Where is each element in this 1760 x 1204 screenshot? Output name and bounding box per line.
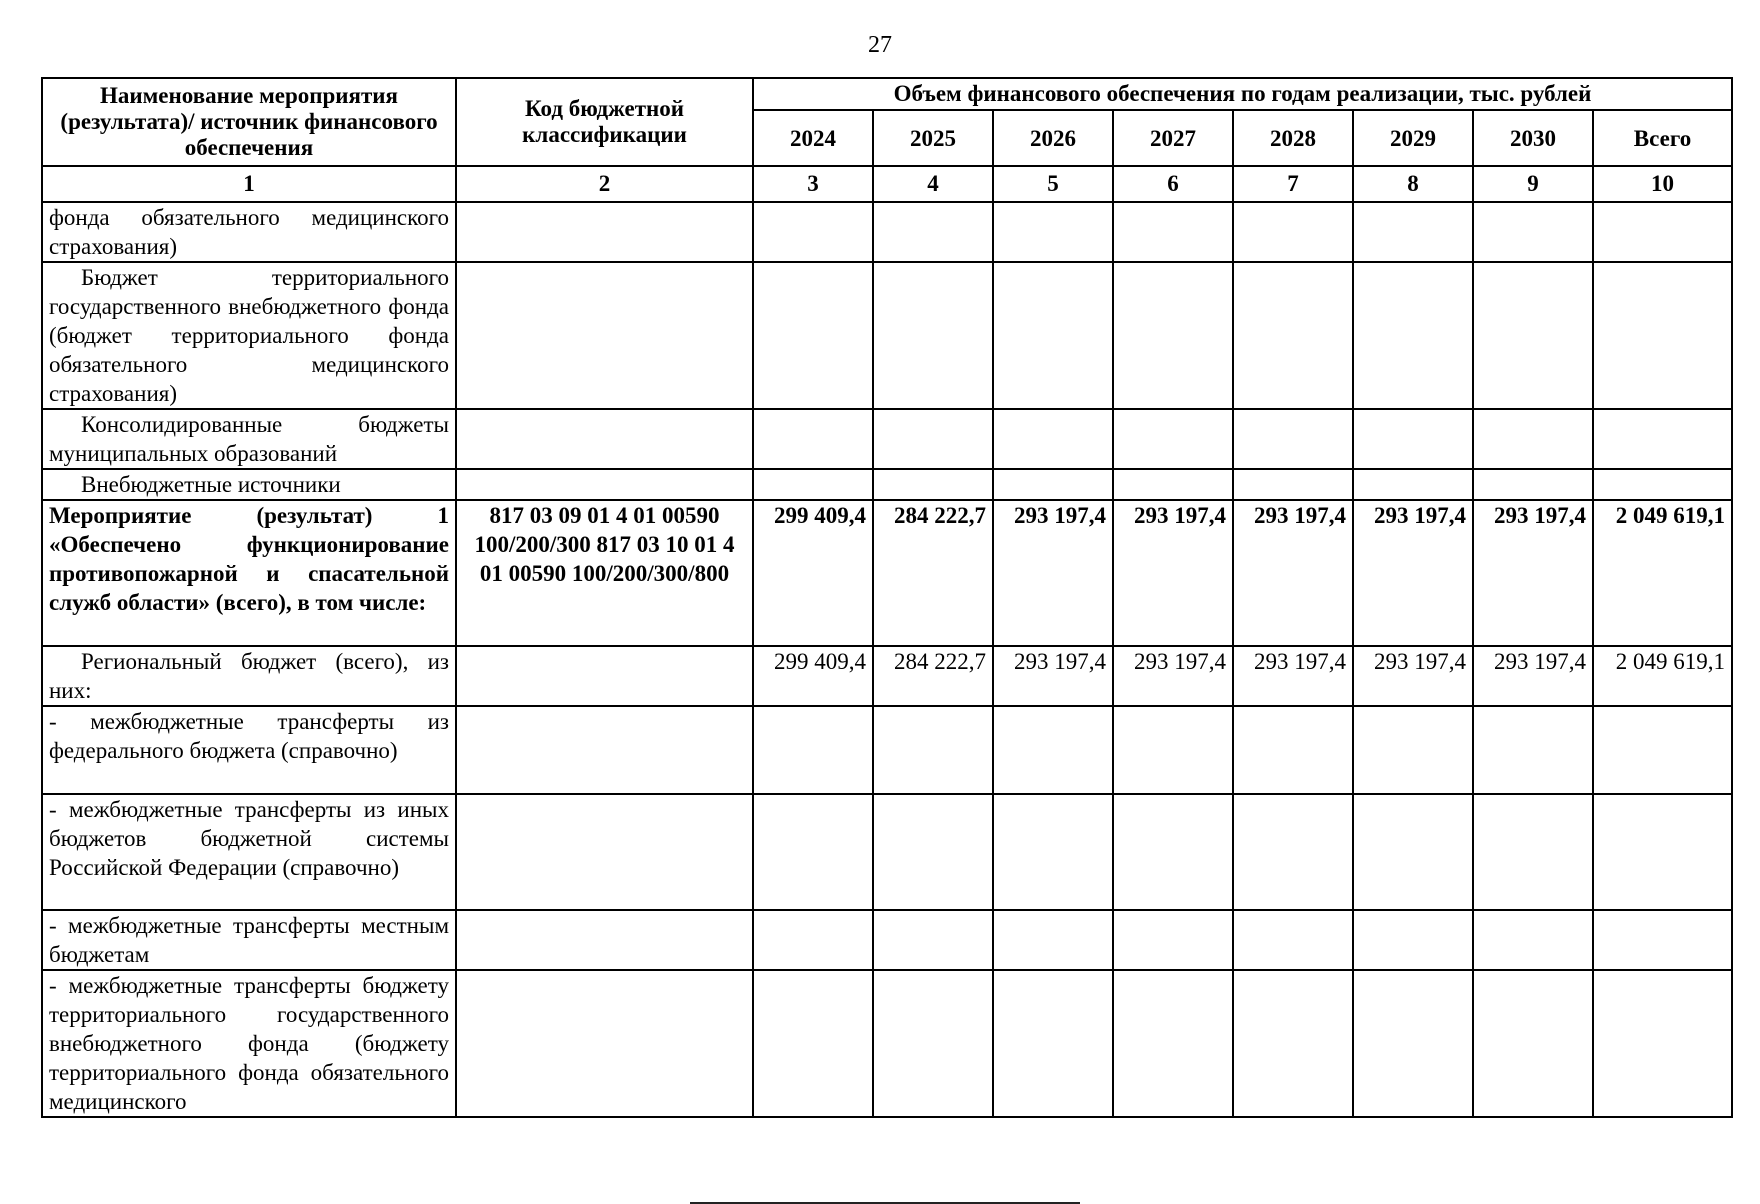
table-row <box>42 706 1732 794</box>
row-value <box>1113 910 1233 970</box>
row-total <box>1593 970 1732 1117</box>
row-value <box>1233 970 1353 1117</box>
column-index: 3 <box>753 166 873 202</box>
row-value: 293 197,4 <box>1233 646 1353 706</box>
row-value <box>993 910 1113 970</box>
row-value: 293 197,4 <box>993 500 1113 646</box>
table-row <box>42 409 1732 469</box>
row-value <box>1473 409 1593 469</box>
table-row <box>42 910 1732 970</box>
table-row <box>42 970 1732 1117</box>
row-name <box>42 500 456 646</box>
row-name-text: - межбюджетные трансферты местным бюджетам <box>49 913 449 967</box>
row-value <box>1353 910 1473 970</box>
row-value: 293 197,4 <box>1473 500 1593 646</box>
row-value <box>753 469 873 500</box>
row-value <box>1353 262 1473 409</box>
row-total: 2 049 619,1 <box>1593 500 1732 646</box>
row-value <box>1473 794 1593 910</box>
row-value <box>1113 706 1233 794</box>
row-value: 293 197,4 <box>1353 500 1473 646</box>
row-name-text: Региональный бюджет (всего), из них: <box>49 649 449 703</box>
row-total <box>1593 794 1732 910</box>
header-year: 2030 <box>1473 110 1593 166</box>
row-total: 2 049 619,1 <box>1593 646 1732 706</box>
table-row <box>42 469 1732 500</box>
table-body <box>42 202 1732 1117</box>
row-name-text: Внебюджетные источники <box>81 472 341 497</box>
row-value <box>753 910 873 970</box>
row-name-text: Бюджет территориального государственного внебюджетного фонда (бюджет территориального фонда обязательного медицинского страхования) <box>49 265 449 406</box>
row-code <box>456 794 753 910</box>
row-code <box>456 646 753 706</box>
header-year: 2029 <box>1353 110 1473 166</box>
column-index: 1 <box>42 166 456 202</box>
row-value <box>993 262 1113 409</box>
page-number: 27 <box>868 32 892 58</box>
financing-table <box>41 77 1733 1118</box>
row-value <box>1353 706 1473 794</box>
row-value <box>753 794 873 910</box>
row-value <box>1473 262 1593 409</box>
row-value <box>1353 202 1473 262</box>
row-name-text: - межбюджетные трансферты из федерального бюджета (справочно) <box>49 709 449 763</box>
row-code <box>456 706 753 794</box>
row-value <box>873 970 993 1117</box>
row-value <box>1233 910 1353 970</box>
row-total <box>1593 706 1732 794</box>
row-name-text: Консолидированные бюджеты муниципальных образований <box>49 412 449 466</box>
row-code <box>456 910 753 970</box>
header-year: 2028 <box>1233 110 1353 166</box>
table-row <box>42 202 1732 262</box>
row-code: 817 03 09 01 4 01 00590 100/200/300 817 03 10 01 4 01 00590 100/200/300/800 <box>456 500 753 646</box>
row-total <box>1593 409 1732 469</box>
row-value <box>1233 262 1353 409</box>
column-index: 8 <box>1353 166 1473 202</box>
header-volume: Объем финансового обеспечения по годам реализации, тыс. рублей <box>753 78 1732 110</box>
row-total <box>1593 910 1732 970</box>
row-value <box>873 409 993 469</box>
row-value: 293 197,4 <box>993 646 1113 706</box>
row-name <box>42 706 456 794</box>
row-name-text: - межбюджетные трансферты из иных бюджетов бюджетной системы Российской Федерации (справочно) <box>49 797 449 880</box>
row-value <box>1233 706 1353 794</box>
header-name: Наименование мероприятия (результата)/ источник финансового обеспечения <box>42 78 456 166</box>
row-value <box>873 706 993 794</box>
row-value <box>1473 469 1593 500</box>
row-value <box>993 202 1113 262</box>
row-value <box>1233 794 1353 910</box>
row-name-text: - межбюджетные трансферты бюджету территориального государственного внебюджетного фонда (бюджету территориального фонда обязательного медицинского <box>49 973 449 1114</box>
header-total: Всего <box>1593 110 1732 166</box>
table-row <box>42 794 1732 910</box>
row-value <box>1113 970 1233 1117</box>
row-value <box>873 202 993 262</box>
row-value <box>873 469 993 500</box>
row-value <box>1353 970 1473 1117</box>
row-value: 293 197,4 <box>1473 646 1593 706</box>
column-index: 2 <box>456 166 753 202</box>
row-value: 284 222,7 <box>873 500 993 646</box>
row-total <box>1593 469 1732 500</box>
row-total <box>1593 262 1732 409</box>
row-value <box>1233 202 1353 262</box>
row-value: 293 197,4 <box>1353 646 1473 706</box>
row-value: 293 197,4 <box>1233 500 1353 646</box>
row-value <box>993 794 1113 910</box>
row-value: 299 409,4 <box>753 500 873 646</box>
row-name <box>42 202 456 262</box>
row-value <box>753 409 873 469</box>
row-value <box>753 970 873 1117</box>
column-index: 7 <box>1233 166 1353 202</box>
row-name <box>42 970 456 1117</box>
row-value <box>1353 794 1473 910</box>
column-index: 6 <box>1113 166 1233 202</box>
row-value <box>753 202 873 262</box>
row-name <box>42 794 456 910</box>
table-row <box>42 646 1732 706</box>
row-value <box>993 469 1113 500</box>
row-value <box>753 262 873 409</box>
row-value <box>1473 910 1593 970</box>
column-index: 9 <box>1473 166 1593 202</box>
row-value <box>1113 469 1233 500</box>
row-value <box>1233 409 1353 469</box>
row-value <box>873 794 993 910</box>
column-index: 5 <box>993 166 1113 202</box>
row-value <box>1113 794 1233 910</box>
header-year: 2027 <box>1113 110 1233 166</box>
row-code <box>456 970 753 1117</box>
row-code <box>456 409 753 469</box>
row-value <box>993 970 1113 1117</box>
row-value: 293 197,4 <box>1113 646 1233 706</box>
row-value <box>1353 409 1473 469</box>
row-name-text: Мероприятие (результат) 1 «Обеспечено функционирование противопожарной и спасательной служб области» (всего), в том числе: <box>49 503 449 615</box>
row-name <box>42 469 456 500</box>
row-name <box>42 910 456 970</box>
row-code <box>456 469 753 500</box>
row-value <box>1113 202 1233 262</box>
row-value <box>1473 970 1593 1117</box>
row-value <box>1233 469 1353 500</box>
row-value <box>873 910 993 970</box>
row-value <box>1113 262 1233 409</box>
row-value <box>993 706 1113 794</box>
row-value: 293 197,4 <box>1113 500 1233 646</box>
row-name-text: фонда обязательного медицинского страхования) <box>49 205 449 259</box>
row-name <box>42 409 456 469</box>
row-value: 284 222,7 <box>873 646 993 706</box>
row-total <box>1593 202 1732 262</box>
header-year: 2025 <box>873 110 993 166</box>
row-value <box>1473 202 1593 262</box>
table-row <box>42 262 1732 409</box>
row-value <box>1113 409 1233 469</box>
column-index: 10 <box>1593 166 1732 202</box>
column-index: 4 <box>873 166 993 202</box>
header-year: 2024 <box>753 110 873 166</box>
row-value: 299 409,4 <box>753 646 873 706</box>
row-value <box>1353 469 1473 500</box>
header-year: 2026 <box>993 110 1113 166</box>
row-code <box>456 262 753 409</box>
row-name <box>42 646 456 706</box>
header-code: Код бюджетной классификации <box>456 78 753 166</box>
table-row <box>42 500 1732 646</box>
row-value <box>873 262 993 409</box>
row-name <box>42 262 456 409</box>
row-code <box>456 202 753 262</box>
row-value <box>993 409 1113 469</box>
row-value <box>753 706 873 794</box>
row-value <box>1473 706 1593 794</box>
